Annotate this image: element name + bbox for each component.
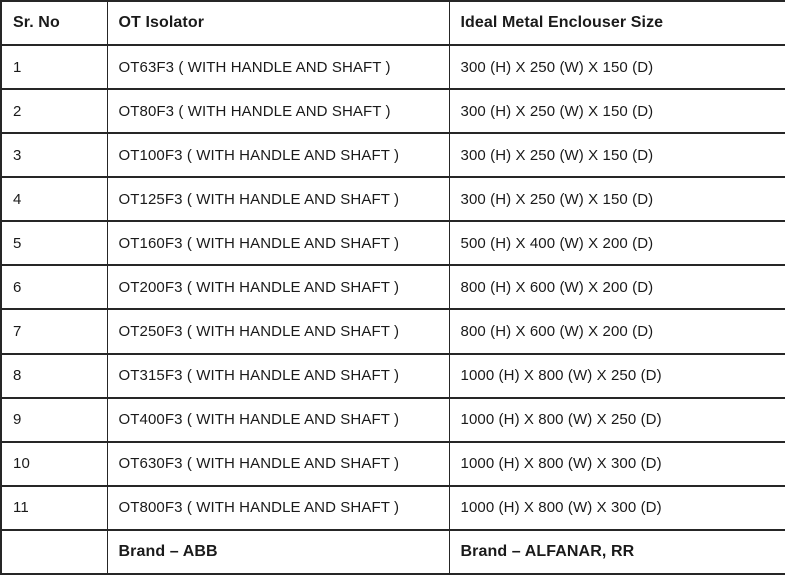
column-header-ot-isolator: OT Isolator	[107, 1, 449, 45]
isolator-cell: OT63F3 ( WITH HANDLE AND SHAFT )	[107, 45, 449, 89]
table-row	[1, 45, 785, 89]
table-row	[1, 398, 785, 442]
table-row	[1, 354, 785, 398]
enclosure-size-cell: 1000 (H) X 800 (W) X 300 (D)	[449, 486, 785, 530]
sr-no-cell: 8	[1, 354, 107, 398]
sr-no-cell: 10	[1, 442, 107, 486]
enclosure-size-cell: 300 (H) X 250 (W) X 150 (D)	[449, 89, 785, 133]
table-row	[1, 442, 785, 486]
header-row	[1, 1, 785, 45]
table-row	[1, 133, 785, 177]
sr-no-cell: 7	[1, 309, 107, 353]
sr-no-cell: 6	[1, 265, 107, 309]
enclosure-size-cell: 800 (H) X 600 (W) X 200 (D)	[449, 265, 785, 309]
table-row	[1, 309, 785, 353]
brand-abb-cell: Brand – ABB	[107, 530, 449, 574]
brand-empty-cell	[1, 530, 107, 574]
table-row	[1, 486, 785, 530]
enclosure-size-cell: 300 (H) X 250 (W) X 150 (D)	[449, 177, 785, 221]
enclosure-size-cell: 300 (H) X 250 (W) X 150 (D)	[449, 133, 785, 177]
isolator-cell: OT100F3 ( WITH HANDLE AND SHAFT )	[107, 133, 449, 177]
table-row	[1, 265, 785, 309]
enclosure-size-cell: 1000 (H) X 800 (W) X 250 (D)	[449, 398, 785, 442]
sr-no-cell: 1	[1, 45, 107, 89]
brand-row	[1, 530, 785, 574]
table-row	[1, 89, 785, 133]
isolator-cell: OT125F3 ( WITH HANDLE AND SHAFT )	[107, 177, 449, 221]
isolator-cell: OT80F3 ( WITH HANDLE AND SHAFT )	[107, 89, 449, 133]
isolator-cell: OT400F3 ( WITH HANDLE AND SHAFT )	[107, 398, 449, 442]
sr-no-cell: 3	[1, 133, 107, 177]
isolator-cell: OT200F3 ( WITH HANDLE AND SHAFT )	[107, 265, 449, 309]
sr-no-cell: 11	[1, 486, 107, 530]
isolator-cell: OT800F3 ( WITH HANDLE AND SHAFT )	[107, 486, 449, 530]
isolator-cell: OT160F3 ( WITH HANDLE AND SHAFT )	[107, 221, 449, 265]
column-header-sr-no: Sr. No	[1, 1, 107, 45]
isolator-cell: OT250F3 ( WITH HANDLE AND SHAFT )	[107, 309, 449, 353]
column-header-enclosure-size: Ideal Metal Enclouser Size	[449, 1, 785, 45]
table-row	[1, 221, 785, 265]
enclosure-size-cell: 800 (H) X 600 (W) X 200 (D)	[449, 309, 785, 353]
sr-no-cell: 5	[1, 221, 107, 265]
sr-no-cell: 2	[1, 89, 107, 133]
brand-alfanar-cell: Brand – ALFANAR, RR	[449, 530, 785, 574]
enclosure-size-cell: 300 (H) X 250 (W) X 150 (D)	[449, 45, 785, 89]
enclosure-size-cell: 500 (H) X 400 (W) X 200 (D)	[449, 221, 785, 265]
isolator-cell: OT315F3 ( WITH HANDLE AND SHAFT )	[107, 354, 449, 398]
enclosure-size-cell: 1000 (H) X 800 (W) X 300 (D)	[449, 442, 785, 486]
sr-no-cell: 4	[1, 177, 107, 221]
enclosure-size-cell: 1000 (H) X 800 (W) X 250 (D)	[449, 354, 785, 398]
isolator-cell: OT630F3 ( WITH HANDLE AND SHAFT )	[107, 442, 449, 486]
table-row	[1, 177, 785, 221]
sr-no-cell: 9	[1, 398, 107, 442]
